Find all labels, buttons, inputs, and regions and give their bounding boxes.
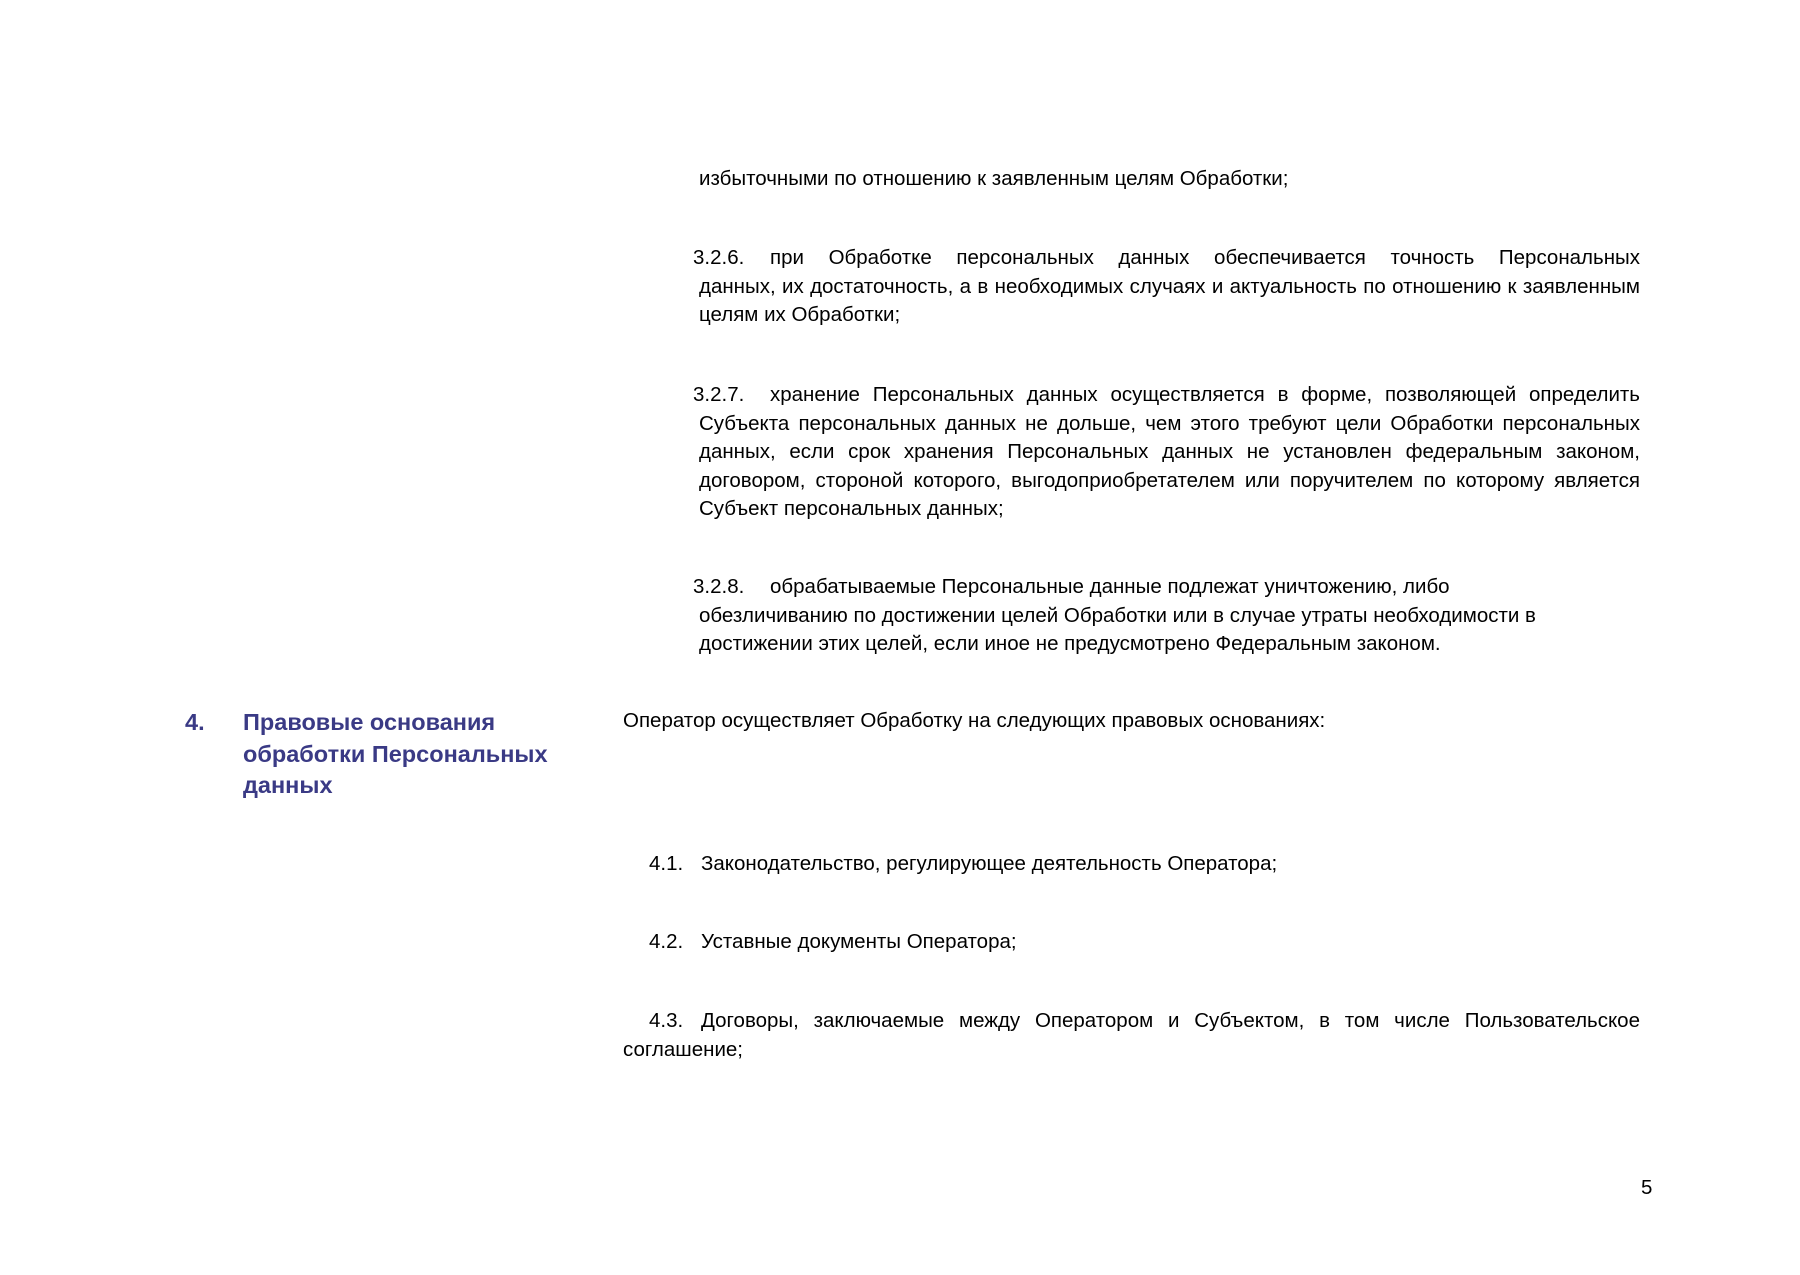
legal-basis-text: Уставные документы Оператора; — [701, 930, 1017, 953]
legal-basis-item-4-3 — [623, 1007, 1640, 1064]
legal-basis-paragraph — [623, 928, 1640, 957]
subitem-first-line — [693, 573, 1640, 602]
page-number: 5 — [1641, 1176, 1653, 1199]
subitem-3-2-8 — [693, 573, 1640, 659]
subitem-first-text: при Обработке персональных данных обеспечивается точность Персональных — [770, 246, 1640, 269]
legal-basis-number: 4.3. — [649, 1009, 684, 1032]
legal-basis-paragraph — [623, 850, 1640, 879]
legal-basis-text: Законодательство, регулирующее деятельность Оператора; — [701, 852, 1278, 875]
subitem-first-line — [693, 381, 1640, 410]
continuation-line — [699, 165, 1640, 194]
subitem-first-line — [693, 244, 1640, 273]
legal-basis-number: 4.2. — [649, 930, 684, 953]
subitem-rest-text: данных, их достаточность, а в необходимых случаях и актуальность по отношению к заявленным целям их Обработки; — [699, 274, 1640, 326]
section-intro-text: Оператор осуществляет Обработку на следующих правовых основаниях: — [623, 709, 1326, 732]
subitem-rest-text: Субъекта персональных данных не дольше, чем этого требуют цели Обработки персональных данных, если срок хранения Персональных данных не установлен федеральным законом, договором, стороной которого, выгодоприобретателем или поручителем по которому является Субъект персональных данных; — [699, 411, 1640, 520]
legal-basis-number: 4.1. — [649, 852, 684, 875]
subitem-first-text: обрабатываемые Персональные данные подлежат уничтожению, либо — [770, 575, 1450, 598]
section-intro — [623, 707, 1640, 736]
subitem-number: 3.2.8. — [693, 575, 745, 598]
subitem-3-2-7 — [693, 381, 1640, 524]
continuation-text: избыточными по отношению к заявленным целям Обработки; — [699, 167, 1289, 190]
legal-basis-item-4-2 — [623, 928, 1640, 957]
legal-basis-text: Договоры, заключаемые между Оператором и Субъектом, в том числе Пользовательское соглашение; — [623, 1009, 1640, 1061]
legal-basis-item-4-1 — [623, 850, 1640, 879]
subitem-3-2-6 — [693, 244, 1640, 330]
subitem-first-text: хранение Персональных данных осуществляется в форме, позволяющей определить — [770, 383, 1640, 406]
subitem-number: 3.2.7. — [693, 383, 745, 406]
subitem-rest-text: обезличиванию по достижении целей Обработки или в случае утраты необходимости в достижении этих целей, если иное не предусмотрено Федеральным законом. — [699, 603, 1536, 655]
subitem-number: 3.2.6. — [693, 246, 745, 269]
section-number: 4. — [185, 709, 205, 735]
legal-basis-paragraph — [623, 1007, 1640, 1064]
section-title: Правовые основания обработки Персональных данных — [243, 709, 548, 798]
